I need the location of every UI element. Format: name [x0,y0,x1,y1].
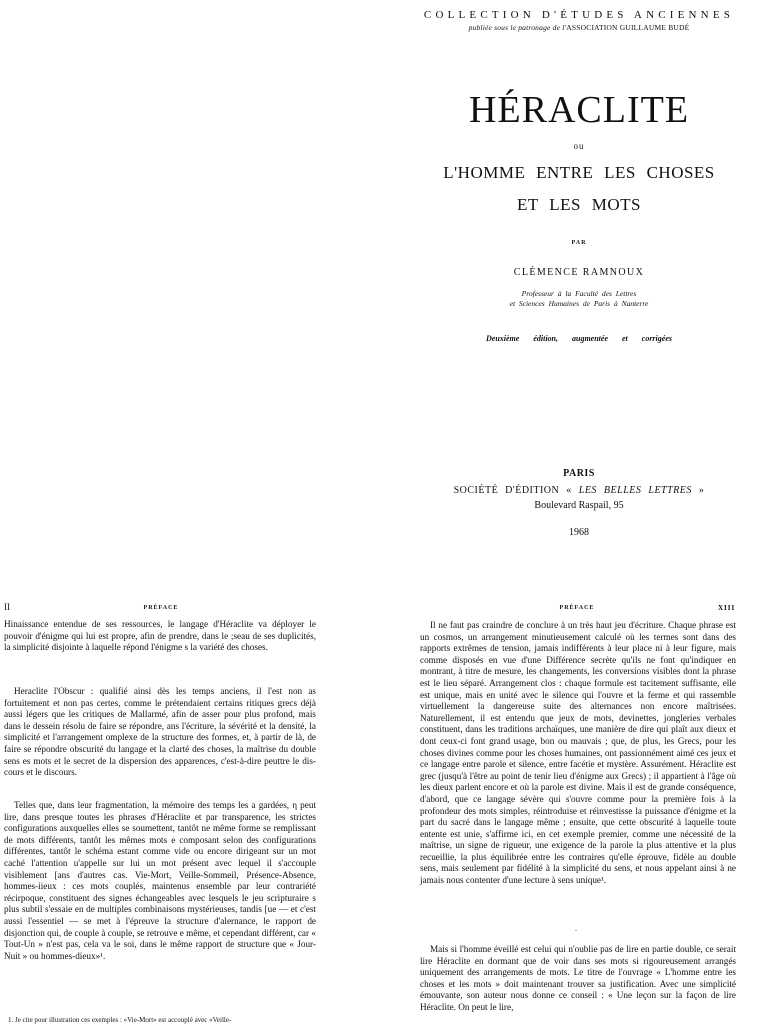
edition-note: Deuxième édition, augmentée et corrigées [486,334,672,343]
publisher-suffix: » [691,485,705,496]
author-affiliation-2: et Sciences Humaines de Paris à Nanterre [509,299,649,308]
paragraph-text: Telles que, dans leur fragmentation, la mémoire des temps les a gardées, η peut lire, dans presque toutes les phrases d'Héraclite et par transparence, les strictes configurations auxquelles elles se soumettent, tantôt ne même forme se remplissant de mots différents, tantôt les mêmes mots e composant selon des configurations différentes, tantôt le schéma estant comme vide ou encore dirigeant sur un mot caché l'attention u'appelle sur lui un mot présent avec lequel il s'accouple visiblement [ans d'autres cas. Vie-Mort, Veille-Sommeil, Présence-Absence, hommes-iieux : ces mots couplés, maintenus ensemble par leur contrariété récirpoque, constituent des signes échangeables avec lesquels le jeu scripturaire s plus subtil s'essaie en de multiples combinaisons mystérieuses, tandis [ue — et c'est aussi l'essentiel — se met à l'épreuve la structure d'alernance, le rapport de disjonction qui, de couple à couple, se retrouve e même, et cependant différent, car « Tout-Un » n'est pas, cela va le soi, dans le même rapport de structure que « Jour-Nuit » ou hommes-dieux»¹. [4,800,316,961]
author-affiliation-1: Professeur à la Faculté des Lettres [521,289,637,298]
patronage-name: ASSOCIATION GUILLAUME BUDÉ [566,23,690,32]
subtitle-line-2: ET LES MOTS [517,195,641,214]
left-paragraph-2 [4,686,316,779]
author-name: CLÉMENCE RAMNOUX [513,267,645,278]
publisher-name: LES BELLES LETTRES [578,485,692,496]
paragraph-text: Il ne faut pas craindre de conclure à un très haut jeu d'écriture. Chaque phrase est un cosmos, un arrangement minutieusement calculé où les termes sont dans des rapports extrêmes de tension, jamais indifférents à leur place ni à leur figure, mais comme disposés en vue d'une Différence secrète qu'ils ne font qu'indiquer en montrant, à titre de mesure, les changements, les conversions visibles dont la phrase est le lieu séparé. Arrangement clos : chaque formule est tacitement suffisante, elle est unique, mais en unité avec le silence qui l'ouvre et la ferme et qui rassemble virtuellement la dangereuse suite des alternances non encore maîtrisées. Naturellement, il est entendu que jeux de mots, devinettes, jongleries verbales constituent, dans les traditions archaïques, une manière de dire qui plaît aux dieux et dont ceux-ci font grand usage, bon ou mauvais ; que, de plus, les Grecs, pour les choses divines comme pour les choses humaines, ont passionnément aimé ces jeux et ce langage entre parole et silence, entre facétie et mystère. Assurément. Héraclite est grec (jusqu'à l'être au point de tenir lieu d'énigme aux Grecs) ; il appartient à l'âge où les dieux parlent encore et où la parole est divine. Mais il est de grande conséquence, d'abord, que ce langage sévère qui s'ouvre comme pour la première fois à la profondeur des mots simples, réintroduise et réinvestisse la puissance d'énigme et la part du sacré dans le langage même ; ensuite, que cette obscurité à laquelle toute entente est unie, s'affirme ici, en cet exemple premier, comme une nécessité de la maîtrise, un signe de rigueur, une exigence de la parole la plus attentive et la plus recueillie, la plus équilibrée entre les contraires qu'elle éprouve, fidèle au double sens, mais seulement par fidélité à la simplicité du sens, et nous appelant ainsi à ne jamais nous contenter d'une lecture à sens unique¹. [420,620,736,886]
left-page [0,596,322,1024]
patronage-line [390,23,768,32]
patronage-prefix: publiée sous le patronage de l' [468,23,567,32]
title-conjunction: ou [573,141,585,151]
collection-name: COLLECTION D'ÉTUDES ANCIENNES [423,9,735,21]
publication-city: PARIS [563,468,595,479]
paragraph-text: Hinaissance entendue de ses ressources, le langage d'Héraclite va déployer le pouvoir d'énigme qui lui est propre, afin de prendre, dans le ;seau de ses duplicités, la simplicité disjointe à laquelle répond l'énigme s la variété des choses. [4,619,316,653]
book-title: HÉRACLITE [468,89,690,131]
right-paragraph-1 [420,620,736,887]
title-page [390,0,768,560]
right-paragraph-2 [420,944,736,1014]
left-paragraph-3 [4,800,316,962]
left-footnote: 1. Je cite pour illustration ces exemples : «Vie-Mort» est accouplé avec «Veille- [8,1016,232,1024]
publisher-prefix: SOCIÉTÉ D'ÉDITION « [453,485,579,496]
left-page-number: II [4,602,10,612]
publisher-address: Boulevard Raspail, 95 [534,500,624,511]
publisher-line [390,485,768,496]
by-label: PAR [571,240,587,246]
paragraph-separator: . [575,924,577,933]
publication-year: 1968 [569,527,589,538]
subtitle-line-1: L'HOMME ENTRE LES CHOSES [443,163,715,182]
paragraph-text: Heraclite l'Obscur : qualifié ainsi dès les temps anciens, il l'est non as fortuitement et non pas certes, comme le prétendaient certains ritiques grecs déjà aussi légers que les critiques de Mallarmé, afin de asser pour plus profond, mais dans le dessein résolu de faire se répondre, ans l'écriture, la sévérité et la densité, la simplicité et l'arrangement omplexe de la structure des formes, et, à partir de là, de faire se répondre obscurité du langage et la clarté des choses, la maîtrise du double sens es mots et le secret de la dispersion des apparences, c'est-à-dire peuttre le dis-cours et le discours. [4,686,316,778]
right-running-header: PRÉFACE [559,605,595,611]
left-running-header: PRÉFACE [143,605,179,611]
paragraph-text: Mais si l'homme éveillé est celui qui n'oublie pas de lire en partie double, ce serait lire Héraclite en dormant que de voir dans ses mots si rigoureusement arrangés uniquement des arrangements de mots. Le titre de l'ouvrage « L'homme entre les choses et les mots » doit maintenant trouver sa justification. Avec une simplicité émouvante, son auteur nous donne ce conseil : « Une leçon sur la façon de lire Héraclite. On peut le lire, [420,944,736,1012]
right-page [418,596,768,1024]
left-paragraph-1 [4,619,316,654]
right-page-number: XIII [718,604,736,612]
